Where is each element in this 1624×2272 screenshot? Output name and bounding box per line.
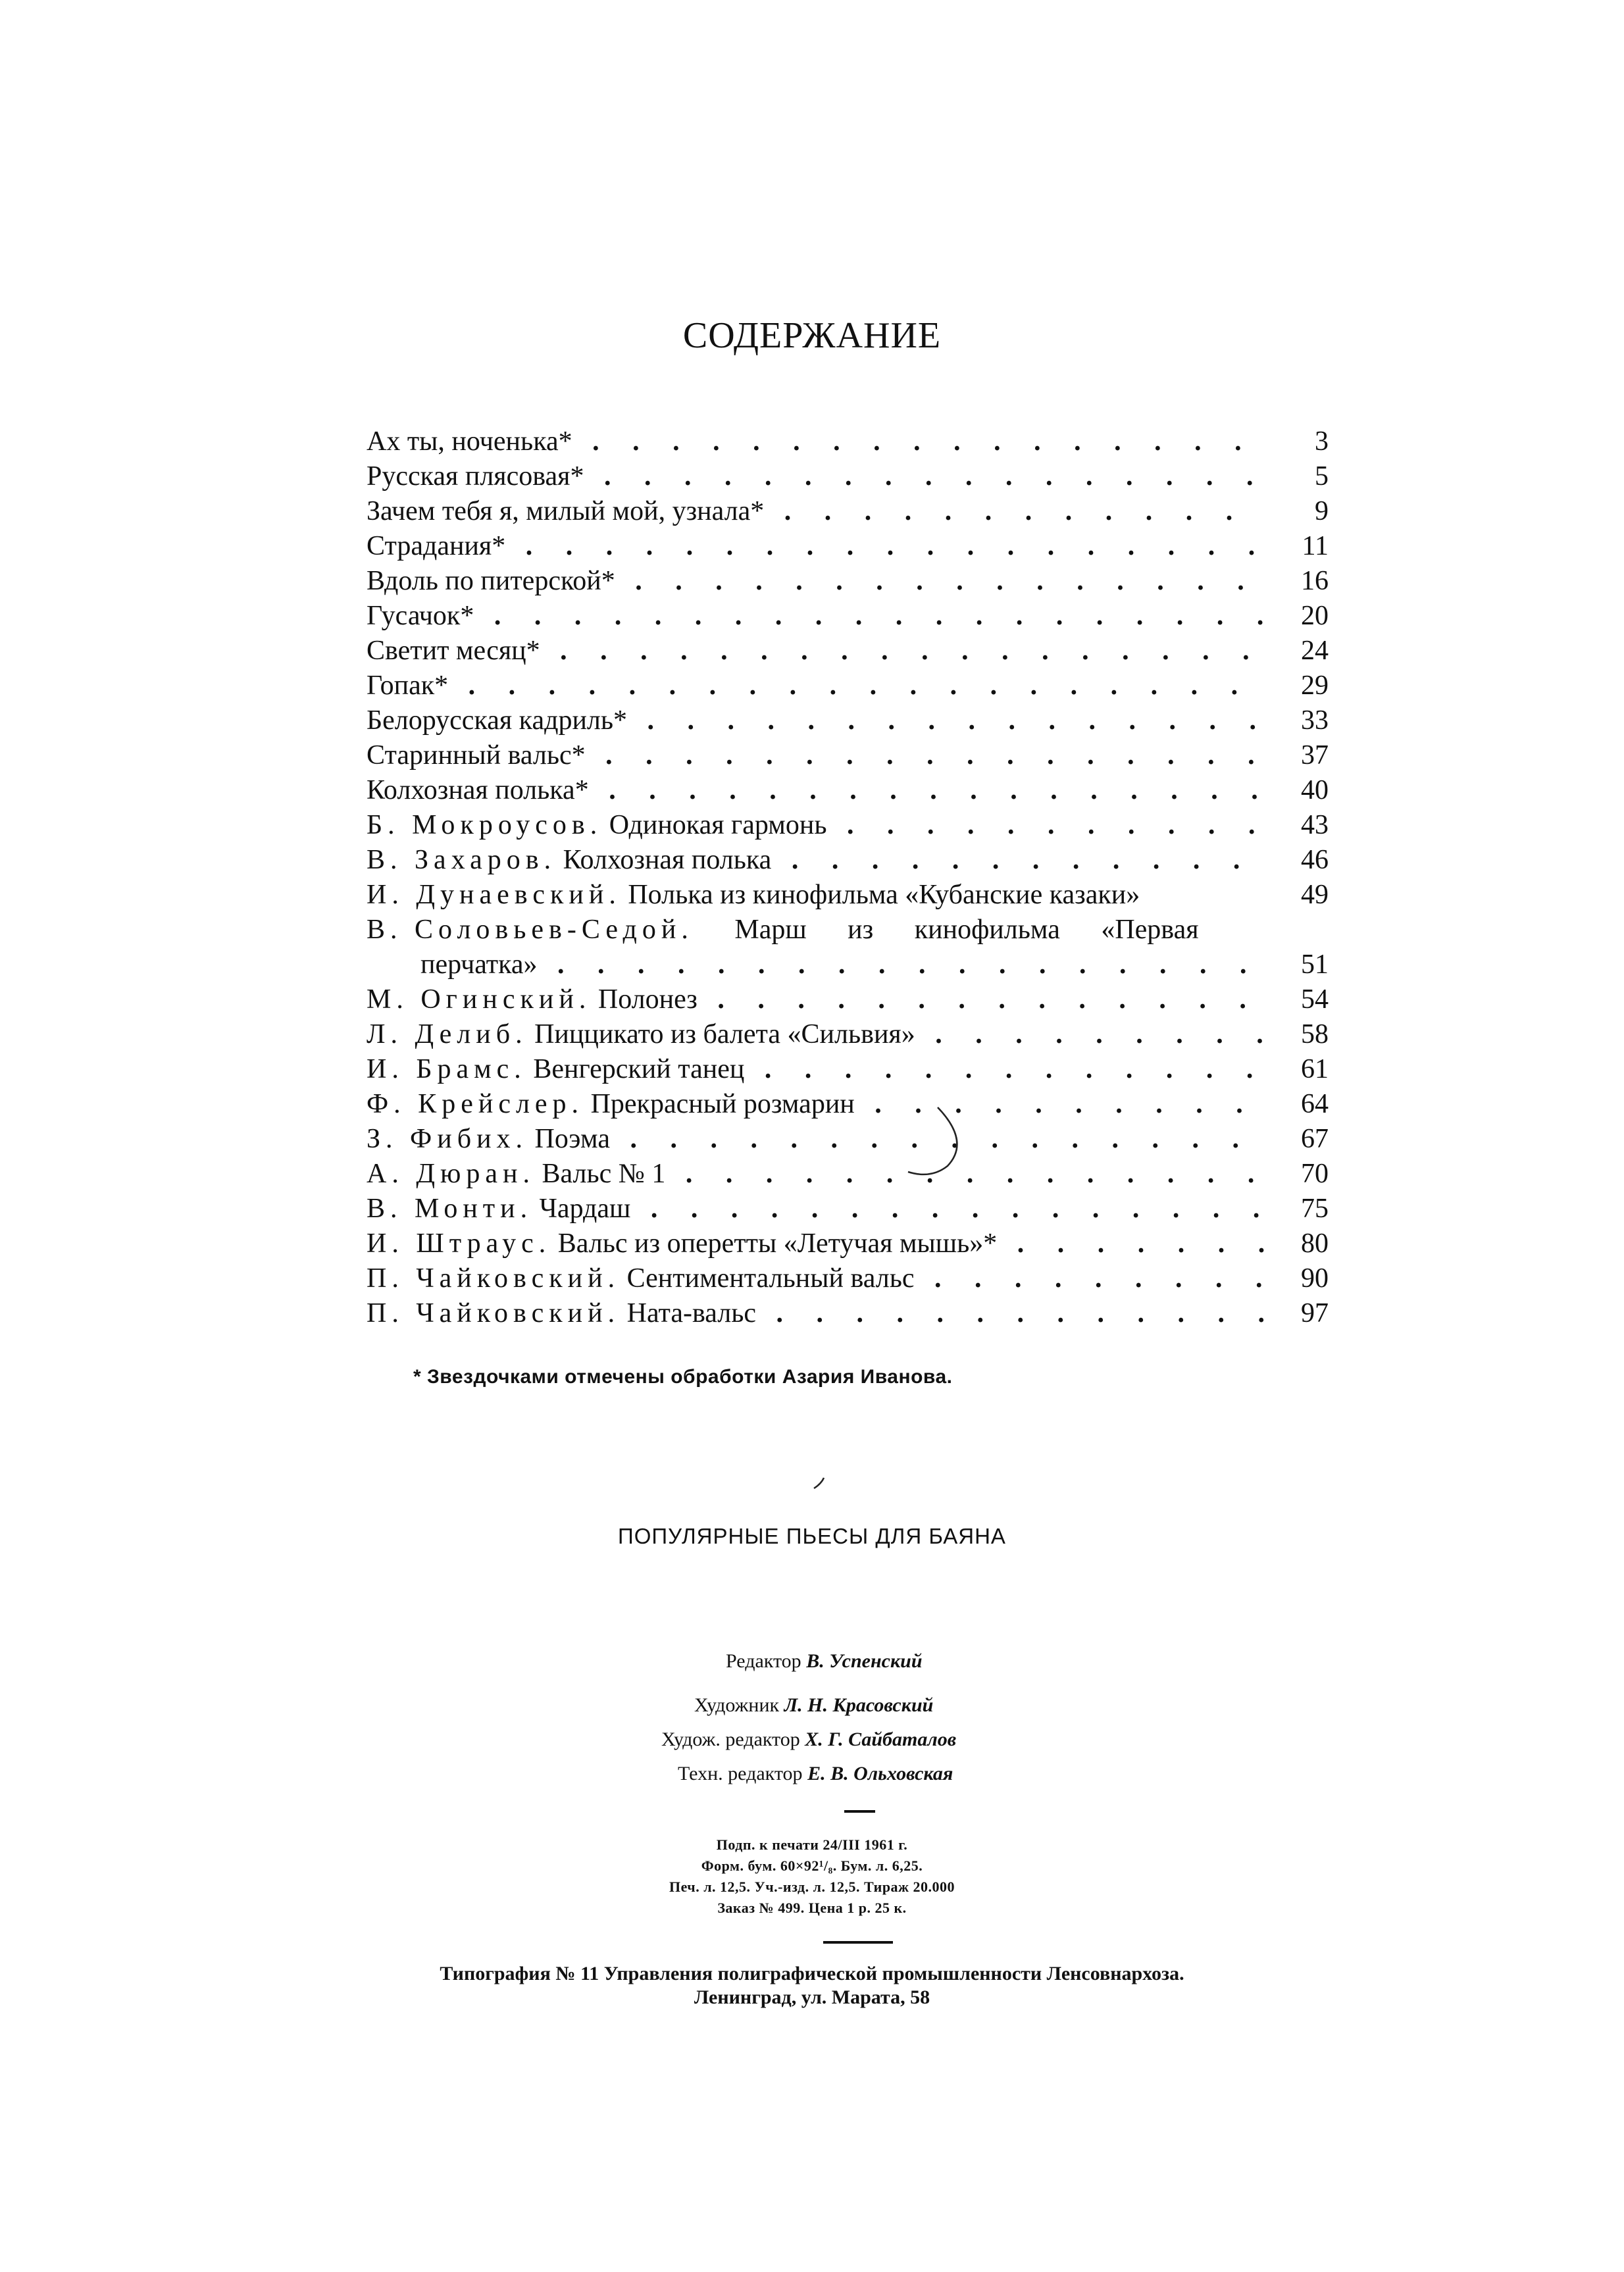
toc-entry-page: 97 xyxy=(1265,1296,1329,1331)
toc-entry-page: 11 xyxy=(1265,529,1329,564)
toc-entry-page: 67 xyxy=(1265,1122,1329,1157)
toc-entry-page: 58 xyxy=(1265,1017,1329,1052)
credit-person: Л. Н. Красовский xyxy=(784,1694,934,1716)
toc-entry-title: Ах ты, ноченька* xyxy=(367,426,572,457)
toc-entry-composer: Л. Делиб. xyxy=(367,1019,528,1049)
toc-entry-page: 70 xyxy=(1265,1157,1329,1192)
toc-entry-composer: И. Штраус. xyxy=(367,1228,551,1259)
toc-entry-composer: П. Чайковский. xyxy=(367,1263,621,1294)
footnote: * Звездочками отмечены обработки Азария Иванова. xyxy=(413,1366,953,1388)
credit-art-editor xyxy=(661,1727,956,1753)
toc-entry-title: Вальс № 1 xyxy=(542,1159,666,1189)
toc-entry-page: 40 xyxy=(1265,773,1329,808)
toc-entry-title: Ната-вальс xyxy=(626,1298,757,1328)
toc-entry-composer: Ф. Крейслер. xyxy=(367,1089,584,1119)
toc-entry-page: 64 xyxy=(1265,1087,1329,1122)
toc-entry-composer: М. Огинский. xyxy=(367,984,592,1015)
toc-entry-page: 5 xyxy=(1265,459,1329,494)
toc-entry-page: 9 xyxy=(1265,494,1329,529)
toc-entry-title: Белорусская кадриль* xyxy=(367,705,628,736)
toc-entry-page: 37 xyxy=(1265,738,1329,773)
toc-entry-title: Чардаш xyxy=(539,1194,631,1224)
printer-address: Ленинград, ул. Марата, 58 xyxy=(694,1986,930,2008)
toc-entry-page: 43 xyxy=(1265,808,1329,843)
toc-entry-page: 46 xyxy=(1265,843,1329,878)
credit-artist xyxy=(694,1692,933,1719)
printer-info xyxy=(0,1962,1624,2009)
publication-data-line: Подп. к печати 24/III 1961 г. xyxy=(716,1836,908,1853)
toc-entry-page: 16 xyxy=(1265,564,1329,599)
printer-line: Типография № 11 Управления полиграфической промышленности Ленсовнархоза. xyxy=(440,1963,1184,1984)
toc-entry-title: Полька из кинофильма «Кубанские казаки» xyxy=(628,880,1140,910)
publication-data-line: Печ. л. 12,5. Уч.-изд. л. 12,5. Тираж 20.000 xyxy=(669,1879,955,1895)
toc-entry-composer: П. Чайковский. xyxy=(367,1298,621,1328)
credit-person: В. Успенский xyxy=(806,1650,923,1672)
toc-entry-title: Пиццикато из балета «Сильвия» xyxy=(534,1019,915,1049)
contents-heading: СОДЕРЖАНИЕ xyxy=(682,315,942,356)
toc-entry-page: 20 xyxy=(1265,599,1329,634)
toc-entry-page: 33 xyxy=(1265,703,1329,738)
credit-editor xyxy=(726,1648,923,1675)
toc-entry-title-continued: перчатка» xyxy=(420,949,538,980)
toc-entry-page: 29 xyxy=(1265,669,1329,703)
toc-entry-title: Колхозная полька xyxy=(563,845,772,875)
credit-tech-editor xyxy=(678,1761,953,1787)
toc-entry-title: Одинокая гармонь xyxy=(609,810,827,840)
toc-entry-composer: В. Соловьев-Седой. xyxy=(367,915,694,945)
credit-role: Техн. редактор xyxy=(678,1763,803,1784)
credit-role: Худож. редактор xyxy=(661,1729,800,1750)
toc-entry-title: Сентиментальный вальс xyxy=(626,1263,915,1294)
toc-entry-composer: В. Захаров. xyxy=(367,845,557,875)
toc-entry-title: Вдоль по питерской* xyxy=(367,566,615,596)
toc-entry-composer: Б. Мокроусов. xyxy=(367,810,603,840)
toc-entry-page: 3 xyxy=(1265,424,1329,459)
toc-entry-composer: З. Фибих. xyxy=(367,1124,528,1154)
toc-entry-title: Светит месяц* xyxy=(367,636,540,666)
toc-entry-title: Гопак* xyxy=(367,670,449,701)
publication-data-line: Форм. бум. 60×92¹/₈. Бум. л. 6,25. xyxy=(701,1857,923,1874)
toc-entry-title: Поэма xyxy=(534,1124,610,1154)
book-title: ПОПУЛЯРНЫЕ ПЬЕСЫ ДЛЯ БАЯНА xyxy=(618,1524,1006,1548)
pencil-curve-mark xyxy=(908,1107,957,1174)
toc-entry-title: Полонез xyxy=(597,984,698,1015)
publication-data xyxy=(0,1834,1624,1919)
toc-entry-page: 51 xyxy=(1265,947,1329,982)
toc-entry-composer: А. Дюран. xyxy=(367,1159,535,1189)
credit-person: Х. Г. Сайбаталов xyxy=(805,1729,957,1750)
toc-entry-title: Колхозная полька* xyxy=(367,775,589,805)
toc-entry-title: Зачем тебя я, милый мой, узнала* xyxy=(367,496,765,526)
toc-entry-title: Русская плясовая* xyxy=(367,461,584,492)
toc-entry-title: Венгерский танец xyxy=(533,1054,745,1084)
toc-entry-page: 61 xyxy=(1265,1052,1329,1087)
toc-entry-title: Марш из кинофильма «Первая xyxy=(734,915,1199,945)
toc-entry-page: 80 xyxy=(1265,1226,1329,1261)
divider-rule xyxy=(844,1810,875,1813)
toc-entry-composer: В. Монти. xyxy=(367,1194,533,1224)
divider-rule xyxy=(823,1941,893,1944)
publication-data-line: Заказ № 499. Цена 1 р. 25 к. xyxy=(717,1900,907,1916)
toc-entry-page: 54 xyxy=(1265,982,1329,1017)
toc-entry-title: Вальс из оперетты «Летучая мышь»* xyxy=(557,1228,998,1259)
credit-role: Художник xyxy=(694,1694,780,1716)
pencil-tick-mark xyxy=(814,1478,824,1488)
toc-entry-composer: И. Брамс. xyxy=(367,1054,526,1084)
credit-person: Е. В. Ольховская xyxy=(807,1763,953,1784)
toc-entry-title: Гусачок* xyxy=(367,601,474,631)
toc-entry-title: Страдания* xyxy=(367,531,506,561)
toc-entry-page: 75 xyxy=(1265,1192,1329,1226)
toc-entry-title: Прекрасный розмарин xyxy=(590,1089,855,1119)
toc-entry-title: Старинный вальс* xyxy=(367,740,586,770)
toc-entry-page: 49 xyxy=(1265,878,1329,913)
toc-entry-composer: И. Дунаевский. xyxy=(367,880,621,910)
credit-role: Редактор xyxy=(726,1650,801,1672)
toc-entry-page: 24 xyxy=(1265,634,1329,669)
toc-entry-page: 90 xyxy=(1265,1261,1329,1296)
